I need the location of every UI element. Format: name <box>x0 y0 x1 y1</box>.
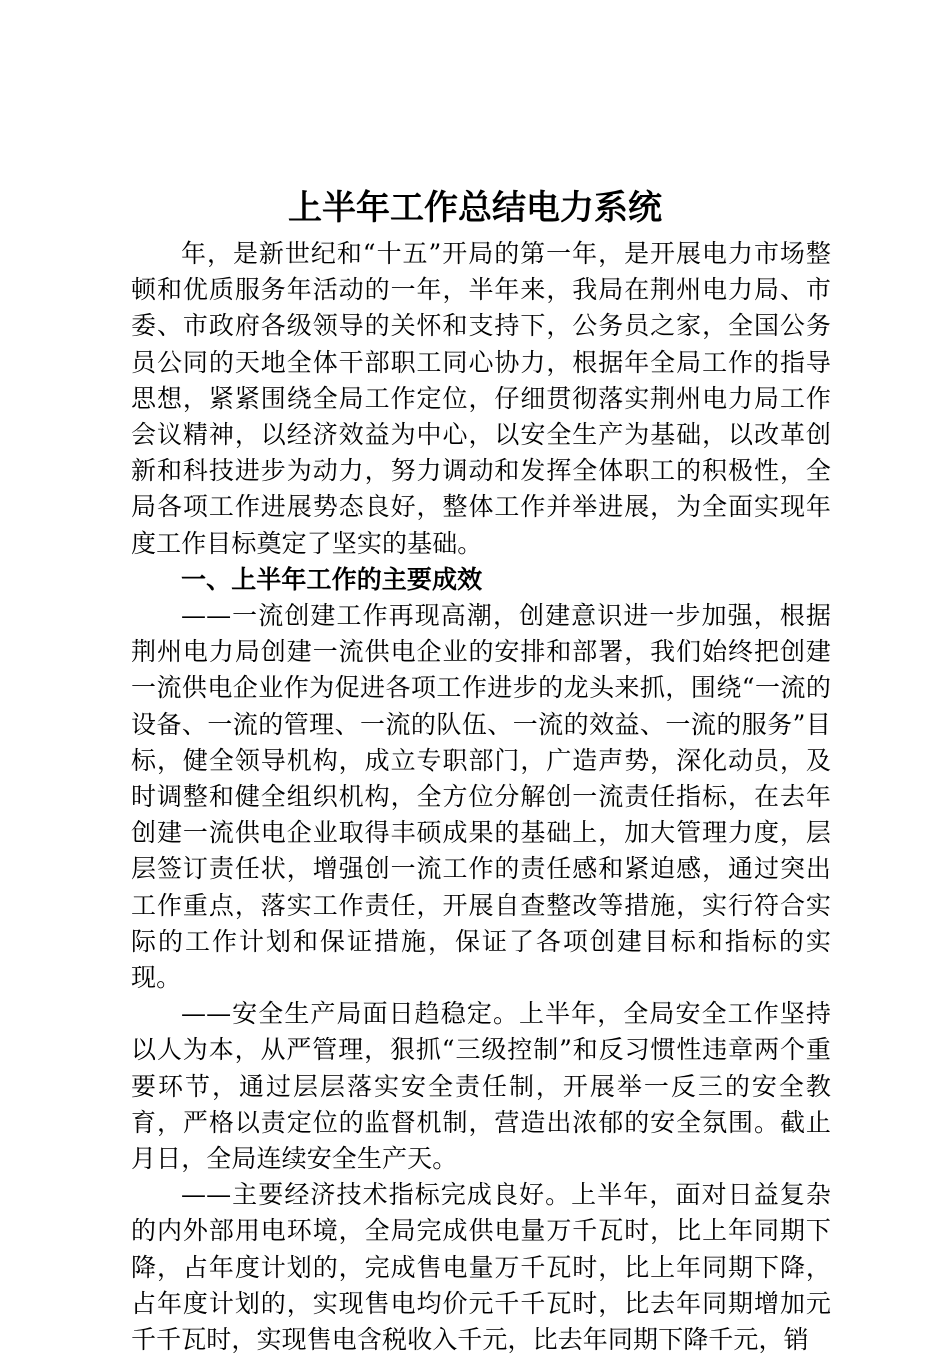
paragraph-safety-production: ——安全生产局面日趋稳定。上半年，全局安全工作坚持以人为本，从严管理，狠抓“三级控制”和反习惯性违章两个重要环节，通过层层落实安全责任制，开展举一反三的安全教育，严格以责定位的监督机制，营造出浓郁的安全氛围。截止月日，全局连续安全生产天。 <box>131 999 831 1174</box>
document-body <box>131 236 831 1358</box>
document-title: 上半年工作总结电力系统 <box>288 188 662 228</box>
paragraph-economic-indicators: ——主要经济技术指标完成良好。上半年，面对日益复杂的内外部用电环境，全局完成供电量万千瓦时，比上年同期下降，占年度计划的，完成售电量万千瓦时，比上年同期下降，占年度计划的，实现售电均价元千千瓦时，比去年同期增加元千千瓦时，实现售电含税收入千元，比去年同期下降千元，销 <box>131 1180 831 1355</box>
intro-paragraph: 年，是新世纪和“十五”开局的第一年，是开展电力市场整顿和优质服务年活动的一年，半年来，我局在荆州电力局、市委、市政府各级领导的关怀和支持下，公务员之家，全国公务员公同的天地全体干部职工同心协力，根据年全局工作的指导思想，紧紧围绕全局工作定位，仔细贯彻落实荆州电力局工作会议精神，以经济效益为中心，以安全生产为基础，以改革创新和科技进步为动力，努力调动和发挥全体职工的积极性，全局各项工作进展势态良好，整体工作并举进展，为全面实现年度工作目标奠定了坚实的基础。 <box>131 239 831 558</box>
paragraph-first-class-creation: ——一流创建工作再现高潮，创建意识进一步加强，根据荆州电力局创建一流供电企业的安排和部署，我们始终把创建一流供电企业作为促进各项工作进步的龙头来抓，围绕“一流的设备、一流的管理、一流的队伍、一流的效益、一流的服务”目标，健全领导机构，成立专职部门，广造声势，深化动员，及时调整和健全组织机构，全方位分解创一流责任指标，在去年创建一流供电企业取得丰硕成果的基础上，加大管理力度，层层签订责任状，增强创一流工作的责任感和紧迫感，通过突出工作重点，落实工作责任，开展自查整改等措施，实行符合实际的工作计划和保证措施，保证了各项创建目标和指标的实现。 <box>131 601 831 993</box>
section-heading: 一、上半年工作的主要成效 <box>181 564 483 594</box>
